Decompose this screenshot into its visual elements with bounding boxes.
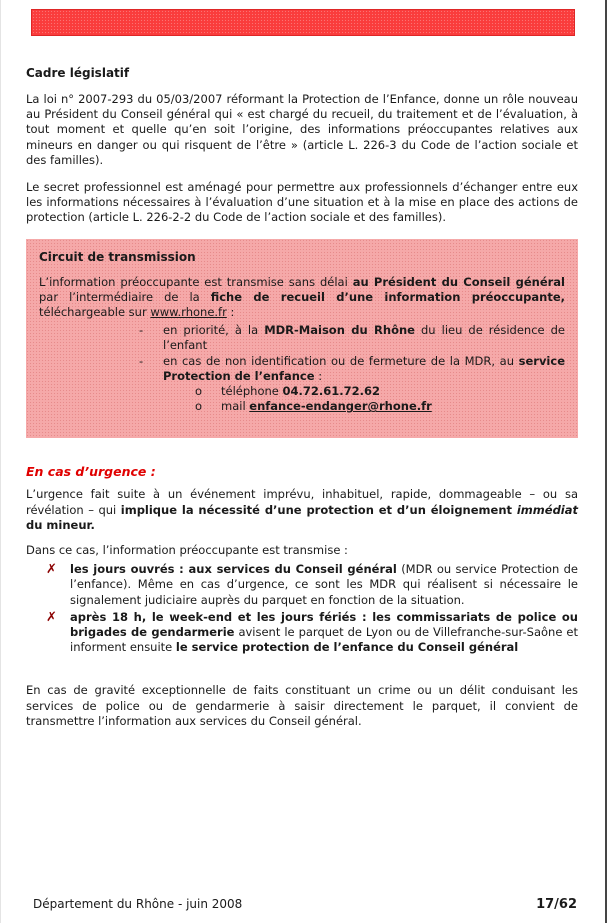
text-segment: téléchargeable sur bbox=[39, 305, 151, 320]
circle-bullet-icon: o bbox=[195, 384, 203, 399]
circuit-box-intro bbox=[39, 275, 565, 321]
email-link[interactable]: enfance-endanger@rhone.fr bbox=[249, 399, 432, 414]
text-segment: Le secret professionnel est aménagé pour permettre aux professionnels d’échanger entre eux les informations nécessaires à l’évaluation d’une situation et à la mise en place des actions de protection (article L. 226-2-2 du Code de l’action sociale et des familles). bbox=[26, 180, 578, 225]
dash-icon: - bbox=[139, 353, 144, 368]
list-item-apres-18h bbox=[46, 610, 578, 656]
rhone-website-link[interactable]: www.rhone.fr bbox=[150, 305, 227, 320]
page-title: Fiche 7 Les services d’enquête : Police et Gendarmerie bbox=[61, 38, 533, 56]
list-item-jours-ouvres bbox=[46, 562, 578, 608]
text-segment: fiche de recueil d’une information préoccupante, bbox=[210, 289, 565, 304]
text-segment: 04.72.61.72.62 bbox=[282, 384, 380, 399]
circuit-box-heading: Circuit de transmission bbox=[39, 249, 196, 264]
x-mark-icon: ✗ bbox=[46, 609, 57, 625]
text-segment: MDR-Maison du Rhône bbox=[264, 323, 415, 338]
circle-bullet-icon: o bbox=[195, 399, 203, 414]
text-segment: téléphone bbox=[221, 384, 283, 399]
text-segment: au Président du Conseil général bbox=[352, 274, 565, 289]
section-heading-cadre-legislatif: Cadre législatif bbox=[26, 66, 130, 80]
urgence-heading: En cas d’urgence : bbox=[26, 464, 156, 480]
text-segment: : bbox=[314, 368, 323, 383]
x-mark-icon: ✗ bbox=[46, 562, 57, 578]
list-item-text bbox=[70, 562, 578, 608]
page-title-banner bbox=[31, 9, 575, 56]
text-segment: après 18 h, le week-end et les jours fériés : les commissariats de police ou brigades de gendarmerie bbox=[70, 609, 578, 640]
paragraph-loi-2007 bbox=[26, 92, 578, 168]
list-item-priorite bbox=[139, 323, 565, 353]
text-segment: en cas de non identification ou de fermeture de la MDR, au bbox=[163, 353, 519, 368]
paragraph-secret-professionnel bbox=[26, 180, 578, 226]
paragraph-urgence-definition bbox=[26, 487, 578, 533]
text-segment: L’information préoccupante est transmise sans délai bbox=[39, 274, 353, 289]
text-segment: les jours ouvrés : aux services du Conseil général bbox=[70, 562, 397, 577]
text-segment: L’urgence fait suite à un événement imprévu, inhabituel, rapide, dommageable – ou sa révélation – qui bbox=[26, 487, 578, 517]
text-segment: : bbox=[226, 305, 235, 320]
list-item-non-identification bbox=[139, 354, 565, 384]
text-segment: du lieu de résidence de l’enfant bbox=[163, 323, 565, 353]
text-segment: par l’intermédiaire de la bbox=[39, 289, 211, 304]
page-footer bbox=[33, 897, 577, 912]
text-segment: implique la nécessité d’une protection et d’un éloignement bbox=[120, 502, 517, 517]
text-segment: En cas de gravité exceptionnelle de faits constituant un crime ou un délit conduisant les services de police ou de gendarmerie à saisir directement le parquet, il convient de transmettre l’information aux services du Conseil général. bbox=[26, 683, 578, 728]
footer-department-date: Département du Rhône - juin 2008 bbox=[33, 897, 243, 911]
text-segment: le service protection de l’enfance du Conseil général bbox=[175, 640, 519, 655]
list-item-text bbox=[163, 323, 565, 353]
list-item-text bbox=[221, 384, 565, 399]
text-segment: service Protection de l’enfance bbox=[163, 353, 565, 383]
circuit-transmission-box bbox=[26, 239, 578, 439]
text-segment: La loi n° 2007-293 du 05/03/2007 réformant la Protection de l’Enfance, donne un rôle nouveau au Président du Conseil général qui « est chargé du recueil, du traitement et de l’évaluation, à tout moment et quelle qu’en soit l’origine, des informations préoccupantes relatives aux mineurs en danger ou qui risquent de l’être » (article L. 226-3 du Code de l’action sociale et des familles). bbox=[26, 92, 578, 167]
list-item-text bbox=[163, 354, 565, 384]
dash-icon: - bbox=[139, 323, 144, 338]
paragraph-gravite-exceptionnelle bbox=[26, 683, 578, 729]
text-segment: en priorité, à la bbox=[163, 323, 265, 338]
paragraph-transmise-label: Dans ce cas, l’information préoccupante est transmise : bbox=[26, 543, 348, 558]
footer-page-number: 17/62 bbox=[536, 897, 577, 912]
circuit-sub-list bbox=[195, 384, 565, 414]
text-segment: du mineur. bbox=[26, 517, 95, 532]
text-segment: immédiat bbox=[516, 502, 578, 517]
page-content bbox=[26, 66, 578, 729]
list-item-text bbox=[70, 610, 578, 656]
list-item-mail bbox=[195, 399, 565, 414]
urgence-bullet-list bbox=[46, 562, 578, 655]
text-segment: (MDR ou service Protection de l’enfance). Même en cas d’urgence, ce sont les MDR qui réalisent si nécessaire le signalement judiciaire auprès du parquet en fonction de la situation. bbox=[70, 562, 579, 607]
text-segment: mail bbox=[221, 399, 250, 414]
circuit-dash-list bbox=[139, 323, 565, 414]
text-segment: avisent le parquet de Lyon ou de Villefranche-sur-Saône et informent ensuite bbox=[70, 625, 578, 655]
list-item-telephone bbox=[195, 384, 565, 399]
list-item-text bbox=[221, 399, 565, 414]
